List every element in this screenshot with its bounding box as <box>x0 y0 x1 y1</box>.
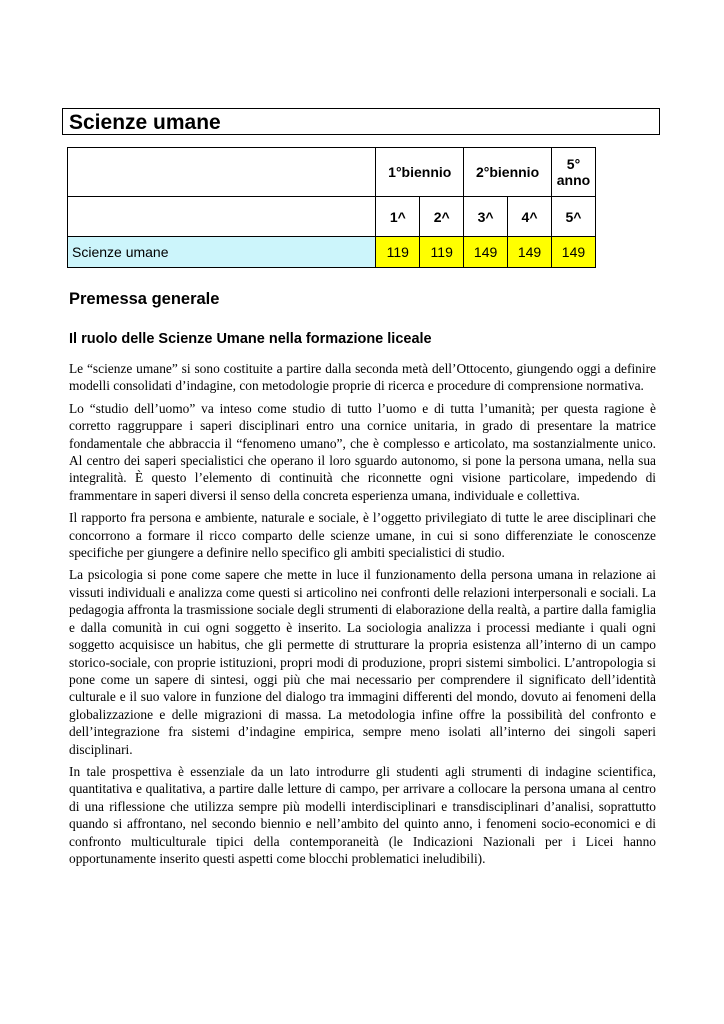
table-row <box>68 237 596 268</box>
header-class-2: 2^ <box>420 197 464 237</box>
body-text <box>69 360 656 872</box>
header-class-3: 3^ <box>464 197 508 237</box>
header-class-5: 5^ <box>551 197 595 237</box>
hours-value: 119 <box>376 237 420 268</box>
paragraph: Lo “studio dell’uomo” va inteso come studio di tutto l’uomo e di tutta l’umanità; per questa ragione è corretto raggruppare i saperi disciplinari entro una cornice unitaria, in grado di presentare la matrice fondamentale che abbraccia il “fenomeno umano”, che è complesso e articolato, ma sostanzialmente unico. Al centro dei saperi specialistici che operano il loro sguardo autonomo, si pone la persona umana, nella sua integralità. È questo l’elemento di continuità che riconnette ogni visione particolare, impedendo di frammentare in saperi diversi il senso della concreta esperienza umana, individuale e collettiva. <box>69 400 656 503</box>
page-title: Scienze umane <box>62 108 660 135</box>
hours-value: 149 <box>551 237 595 268</box>
header-fifth-year: 5° anno <box>551 148 595 197</box>
subsection-heading: Il ruolo delle Scienze Umane nella formazione liceale <box>69 331 432 347</box>
header-second-biennium: 2°biennio <box>464 148 552 197</box>
hours-value: 149 <box>464 237 508 268</box>
header-first-biennium: 1°biennio <box>376 148 464 197</box>
header-class-1: 1^ <box>376 197 420 237</box>
table-row-header-years <box>68 148 596 197</box>
paragraph: In tale prospettiva è essenziale da un lato introdurre gli studenti agli strumenti di indagine scientifica, quantitativa e qualitativa, a partire dalle letture di campo, per arrivare a collocare la persona umana al centro di una riflessione che utilizza sempre più modelli interdisciplinari e transdisciplinari d’analisi, soprattutto quando si affrontano, nel secondo biennio e nell’ambito del quinto anno, i fenomeni socio-economici e di confronto multiculturale tipici della contemporaneità (le Indicazioni Nazionali per i Licei hanno opportunamente inserito questi aspetti come blocchi problematici ineludibili). <box>69 763 656 866</box>
hours-value: 149 <box>508 237 552 268</box>
paragraph: Il rapporto fra persona e ambiente, naturale e sociale, è l’oggetto privilegiato di tutte le aree disciplinari che concorrono a formare il ricco comparto delle scienze umane, in cui si sono differenziate le conoscenze specifiche per giungere a definire nello specifico gli ambiti specialistici di studio. <box>69 510 656 561</box>
table-cell-empty <box>68 197 376 237</box>
section-heading: Premessa generale <box>69 290 220 308</box>
paragraph: Le “scienze umane” si sono costituite a partire dalla seconda metà dell’Ottocento, giungendo oggi a definire modelli consolidati d’indagine, con metodologie proprie di ricerca e procedure di comprensione normativa. <box>69 361 656 394</box>
paragraph: La psicologia si pone come sapere che mette in luce il funzionamento della persona umana in relazione ai vissuti individuali e analizza come questi si articolino nei confronti delle relazioni interpersonali e sociali. La pedagogia affronta la trasmissione sociale degli strumenti di elaborazione della realtà, a partire dalla famiglia e dalla comunità in cui ogni soggetto è inserito. La sociologia analizza i processi mediante i quali ogni soggetto acquisisce un habitus, che gli permette di strutturare la propria esistenza all’interno di un campo storico-sociale, con proprie istituzioni, propri modi di produzione, propri sistemi simbolici. L’antropologia si pone come un sapere di sintesi, oggi più che mai necessario per comprendere il significato dell’identità culturale e il suo valore in funzione del dialogo tra immagini differenti del mondo, dovuto ai fenomeni della globalizzazione e delle migrazioni di massa. La metodologia infine offre la possibilità del confronto e dell’integrazione fra sistemi d’indagine empirica, sempre meno isolati all’interno dei singoli saperi disciplinari. <box>69 567 656 757</box>
table-row-header-classes <box>68 197 596 237</box>
hours-value: 119 <box>420 237 464 268</box>
header-class-4: 4^ <box>508 197 552 237</box>
table-cell-empty <box>68 148 376 197</box>
subject-name: Scienze umane <box>68 237 376 268</box>
hours-table <box>67 147 596 268</box>
